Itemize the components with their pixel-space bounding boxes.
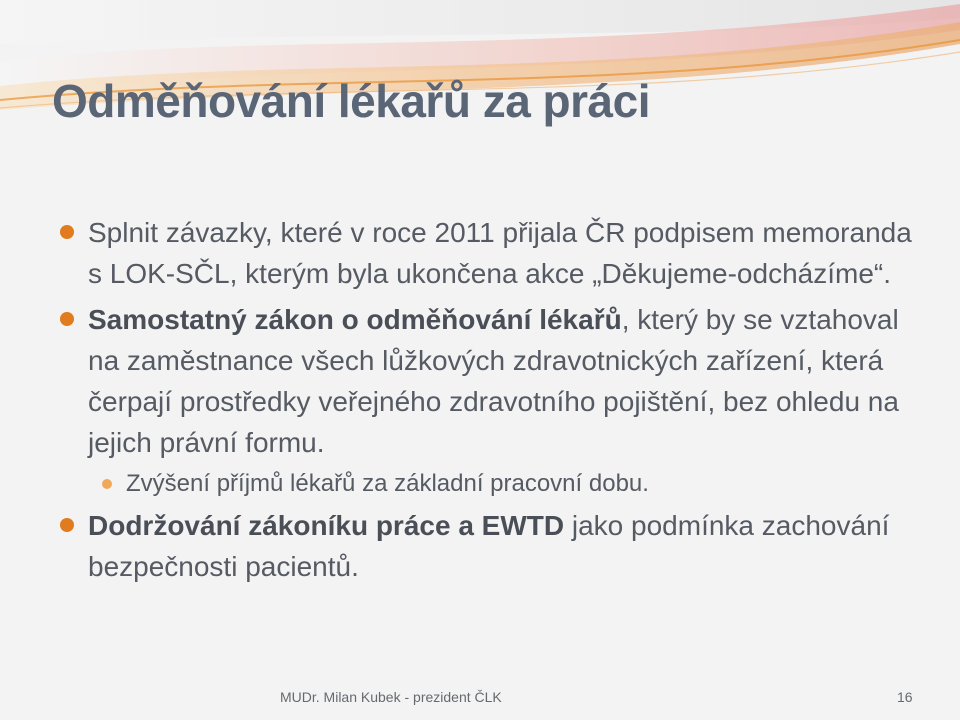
bullet-2-text: , který by se vztahoval na zaměstnance všech lůžkových zdravotnických zařízení, která čerpají prostředky veřejného zdravotního pojištění, bez ohledu na jejich právní formu. xyxy=(88,304,899,458)
bullet-icon xyxy=(60,312,74,326)
bullet-item-3 xyxy=(58,505,918,587)
bullet-1-text: Splnit závazky, které v roce 2011 přijala ČR podpisem memoranda s LOK-SČL, kterým byla ukončena akce „Děkujeme-odcházíme“. xyxy=(88,217,912,289)
bullet-item-1 xyxy=(58,212,918,294)
sub-bullet-icon xyxy=(102,479,112,489)
bullet-2-bold-text: Samostatný zákon o odměňování lékařů xyxy=(88,304,622,335)
bullet-3-text: jako podmínka zachování bezpečnosti pacientů. xyxy=(88,510,890,582)
slide-content xyxy=(58,212,918,587)
footer-author: MUDr. Milan Kubek - prezident ČLK xyxy=(280,689,502,705)
bullet-3-bold-text: Dodržování zákoníku práce a EWTD xyxy=(88,510,565,541)
page-number: 16 xyxy=(897,689,913,705)
sub-bullet-text: Zvýšení příjmů lékařů za základní pracovní dobu. xyxy=(126,470,649,497)
bullet-item-2 xyxy=(58,299,918,463)
bullet-icon xyxy=(60,225,74,239)
sub-bullet-item xyxy=(58,466,918,502)
slide-title: Odměňování lékařů za práci xyxy=(52,75,651,127)
bullet-icon xyxy=(60,518,74,532)
